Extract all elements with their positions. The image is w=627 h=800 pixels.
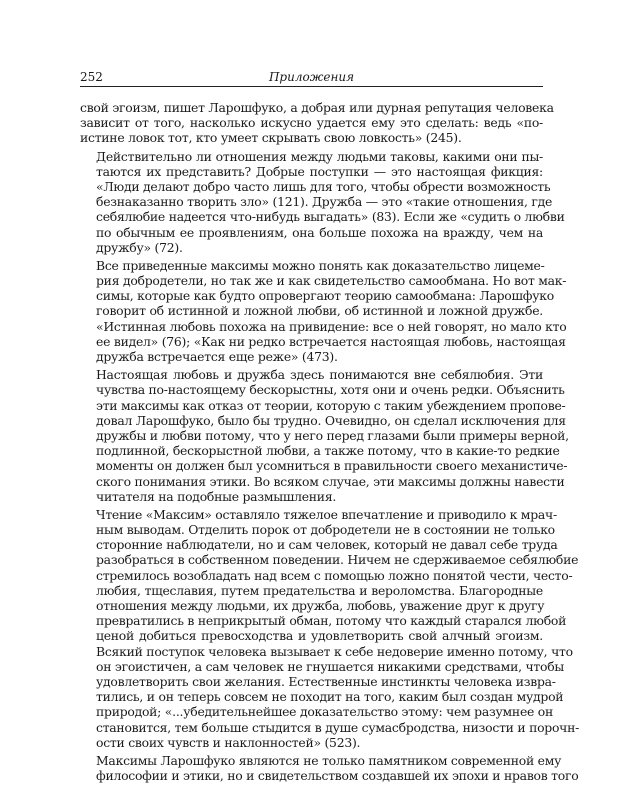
text-line: дружба встречается еще реже» (473). [96,349,338,364]
text-line: отношения между людьми, их дружба, любовь, уважение друг к другу [96,598,545,613]
text-line: Чтение «Максим» оставляло тяжелое впечатление и приводило к мрач- [96,506,557,522]
text-line: таются их представить? Добрые поступки — это настоящая фикция: [96,163,543,179]
text-line: ости своих чувств и наклонностей» (523). [96,734,361,750]
paragraph [80,257,567,364]
text-line: тились, и он теперь совсем не походит на того, каким был создан мудрой [96,689,564,705]
text-line: по обычным ее проявлениям, она больше похожа на вражду, чем на [96,224,543,240]
text-line: себялюбие надеется что-нибудь выгадать» (83). Если же «судить о любви [96,209,565,225]
text-line: «Истинная любовь похожа на привидение: все о ней говорят, но мало кто [96,318,567,334]
text-line: читателя на подобные размышления. [96,488,337,504]
text-line: подлинной, бескорыстной любви, а также потому, что в какие-то редкие [96,443,560,459]
body-text [80,100,580,784]
text-line: удовлетворить свои желания. Естественные инстинкты человека извра- [96,673,556,689]
page-header [80,70,543,87]
paragraph [80,100,554,146]
text-line: любия, тщеславия, путем предательства и вероломства. Благородные [96,582,543,598]
text-line: моменты он должен был усомниться в правильности своего механистиче- [96,458,568,474]
text-line: дружбы и любви потому, что у него перед глазами были примеры верной, [96,427,569,443]
text-line: ценой добиться превосходства и удовлетворить свой алчный эгоизм. [96,628,543,644]
paragraph [80,367,569,504]
text-line: философии и этики, но и свидетельством создавшей их эпохи и нравов того [96,768,579,784]
text-line: безнаказанно творить зло» (121). Дружба — это «такие отношения, где [96,194,553,210]
text-line: Все приведенные максимы можно понять как доказательство лицеме- [96,257,545,273]
running-title: Приложения [268,70,355,84]
text-line: довал Ларошфуко, было бы трудно. Очевидно, он сделал исключения для [96,412,566,428]
text-line: истине ловок тот, кто умеет скрывать свою ловкость» (245). [80,130,462,146]
text-line: симы, которые как будто опровергают теорию самообмана: Ларошфуко [96,288,554,304]
text-line: рия добродетели, но так же и как свидетельство самообмана. Но вот мак- [96,273,567,289]
page-number: 252 [80,70,103,84]
text-line: Настоящая любовь и дружба здесь понимаются вне себялюбия. Эти [96,367,543,383]
text-line: говорит об истинной и ложной любви, об истинной и ложной дружбе. [96,303,543,319]
text-line: Действительно ли отношения между людьми таковы, какими они пы- [96,148,543,164]
text-line: природой; «...убедительнейшее доказательство этому: чем разумнее он [96,704,554,720]
text-line: разобраться в собственном поведении. Ничем не сдерживаемое себялюбие [96,552,579,568]
text-line: ского понимания этики. Во всяком случае, эти максимы должны навести [96,473,565,489]
text-line: ным выводам. Отделить порок от добродетели не в состоянии не только [96,522,555,538]
text-line: стремилось возобладать над всем с помощью ложно понятой чести, често- [96,567,573,583]
text-line: он эгоистичен, а сам человек не гнушается никакими средствами, чтобы [96,658,565,674]
paragraph [80,148,565,255]
text-line: сторонние наблюдатели, но и сам человек, который не давал себе труда [96,537,558,553]
text-line: чувства по-настоящему бескорыстны, хотя они и очень редки. Объяснить [96,382,565,398]
text-line: ее видел» (76); «Как ни редко встречается настоящая любовь, настоящая [96,333,566,349]
text-line: дружбу» (72). [96,239,183,255]
text-line: зависит от того, насколько искусно удается ему это сделать: ведь «по- [80,115,543,131]
text-line: Максимы Ларошфуко являются не только памятником современной ему [96,752,562,768]
text-line: «Люди делают добро часто лишь для того, чтобы обрести возможность [96,178,551,194]
text-line: Всякий поступок человека вызывает к себе недоверие именно потому, что [96,643,573,659]
text-line: превратились в неприкрытый обман, потому что каждый старался любой [96,613,567,629]
paragraph [80,506,580,750]
text-line: эти максимы как отказ от теории, которую с таким убеждением пропове- [96,397,566,413]
text-line: становится, тем больше стыдится в душе сумасбродства, низости и порочн- [96,719,580,735]
paragraph [80,752,579,784]
text-line: свой эгоизм, пишет Ларошфуко, а добрая или дурная репутация человека [80,100,554,115]
